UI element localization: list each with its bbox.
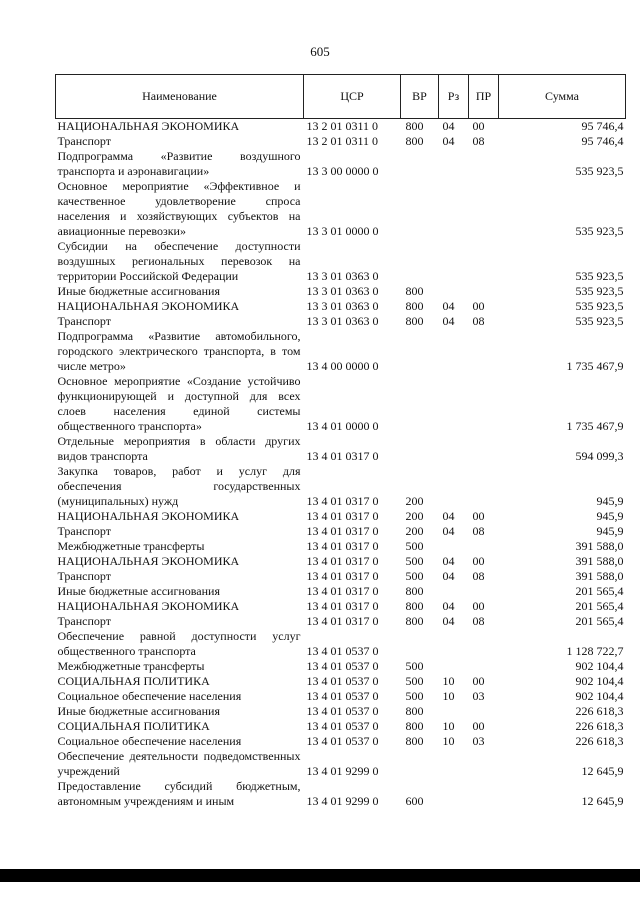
table-row	[56, 374, 626, 434]
table-row	[56, 119, 626, 135]
cell-pr: 00	[472, 299, 485, 313]
cell-name: Социальное обеспечение населения	[57, 689, 242, 703]
cell-vr: 800	[405, 599, 424, 613]
cell-pr	[469, 434, 499, 464]
table-row	[56, 569, 626, 584]
cell-vr: 600	[405, 794, 424, 808]
table-row	[56, 464, 626, 509]
cell-name: Обеспечение равной доступности услуг общественного транспорта	[57, 629, 301, 658]
header-vr: ВР	[401, 75, 439, 119]
header-rz: Рз	[439, 75, 469, 119]
cell-name: Предоставление субсидий бюджетным, автономным учреждениям и иным	[57, 779, 301, 808]
cell-name: Закупка товаров, работ и услуг для обеспечения государственных (муниципальных) нужд	[57, 464, 301, 508]
cell-sum: 226 618,3	[575, 719, 624, 733]
table-row	[56, 689, 626, 704]
cell-csr: 13 4 01 0537 0	[306, 674, 379, 688]
table-row	[56, 434, 626, 464]
cell-rz	[439, 329, 469, 374]
cell-csr: 13 2 01 0311 0	[306, 119, 379, 133]
cell-pr: 00	[472, 119, 485, 133]
cell-name: Основное мероприятие «Создание устойчиво функционирующей и доступной для всех слоев населения единой системы общественного транспорта»	[57, 374, 301, 433]
cell-rz: 10	[442, 674, 455, 688]
cell-rz	[439, 434, 469, 464]
cell-rz: 04	[442, 569, 455, 583]
cell-sum: 1 128 722,7	[566, 644, 624, 658]
cell-sum: 945,9	[596, 509, 624, 523]
cell-pr: 00	[472, 554, 485, 568]
cell-vr: 800	[405, 134, 424, 148]
cell-csr: 13 4 01 0317 0	[306, 539, 379, 553]
cell-vr: 500	[405, 554, 424, 568]
cell-rz	[439, 374, 469, 434]
cell-name: НАЦИОНАЛЬНАЯ ЭКОНОМИКА	[57, 119, 240, 133]
table-row	[56, 779, 626, 809]
cell-name: Иные бюджетные ассигнования	[57, 704, 220, 718]
table-row	[56, 284, 626, 299]
cell-vr: 800	[405, 584, 424, 598]
cell-sum: 535 923,5	[575, 224, 624, 238]
cell-pr	[469, 779, 499, 809]
cell-csr: 13 4 01 0317 0	[306, 614, 379, 628]
table-row	[56, 524, 626, 539]
cell-csr: 13 3 01 0000 0	[306, 224, 379, 238]
table-row	[56, 614, 626, 629]
page-number: 605	[310, 44, 330, 59]
cell-rz	[439, 149, 469, 179]
cell-csr: 13 3 01 0363 0	[306, 314, 379, 328]
cell-name: НАЦИОНАЛЬНАЯ ЭКОНОМИКА	[57, 554, 240, 568]
table-row	[56, 599, 626, 614]
cell-pr: 08	[472, 314, 485, 328]
cell-rz: 04	[442, 524, 455, 538]
cell-sum: 535 923,5	[575, 314, 624, 328]
cell-vr: 500	[405, 659, 424, 673]
table-row	[56, 509, 626, 524]
cell-rz	[439, 284, 469, 299]
cell-rz	[439, 659, 469, 674]
cell-sum: 902 104,4	[575, 689, 624, 703]
cell-csr: 13 4 01 0537 0	[306, 659, 379, 673]
cell-vr: 800	[405, 614, 424, 628]
cell-vr	[401, 374, 439, 434]
cell-vr: 800	[405, 734, 424, 748]
cell-rz: 10	[442, 734, 455, 748]
cell-name: Транспорт	[57, 134, 111, 148]
cell-vr	[401, 149, 439, 179]
cell-csr: 13 3 01 0363 0	[306, 269, 379, 283]
table-row	[56, 704, 626, 719]
cell-pr: 08	[472, 569, 485, 583]
cell-name: Иные бюджетные ассигнования	[57, 584, 220, 598]
cell-pr	[469, 584, 499, 599]
cell-pr	[469, 749, 499, 779]
cell-rz: 04	[442, 299, 455, 313]
cell-sum: 1 735 467,9	[566, 359, 624, 373]
cell-name: НАЦИОНАЛЬНАЯ ЭКОНОМИКА	[57, 299, 240, 313]
cell-pr: 03	[472, 689, 485, 703]
cell-vr	[401, 239, 439, 284]
header-name: Наименование	[56, 75, 304, 119]
table-row	[56, 659, 626, 674]
cell-name: Межбюджетные трансферты	[57, 539, 205, 553]
cell-name: Транспорт	[57, 314, 111, 328]
cell-rz: 04	[442, 599, 455, 613]
cell-vr: 200	[405, 524, 424, 538]
table-row	[56, 149, 626, 179]
cell-vr: 500	[405, 674, 424, 688]
cell-sum: 226 618,3	[575, 704, 624, 718]
cell-pr: 03	[472, 734, 485, 748]
cell-csr: 13 4 01 0537 0	[306, 734, 379, 748]
table-row	[56, 329, 626, 374]
cell-csr: 13 4 01 0317 0	[306, 599, 379, 613]
cell-vr: 200	[405, 494, 424, 508]
cell-pr	[469, 239, 499, 284]
cell-vr: 800	[405, 704, 424, 718]
header-csr: ЦСР	[304, 75, 401, 119]
cell-pr	[469, 464, 499, 509]
cell-csr: 13 4 01 9299 0	[306, 794, 379, 808]
cell-rz: 04	[442, 509, 455, 523]
table-row	[56, 674, 626, 689]
table-row	[56, 734, 626, 749]
cell-vr	[401, 749, 439, 779]
cell-name: Транспорт	[57, 614, 111, 628]
cell-name: Отдельные мероприятия в области других видов транспорта	[57, 434, 301, 463]
cell-csr: 13 4 01 0317 0	[306, 584, 379, 598]
cell-pr	[469, 539, 499, 554]
cell-csr: 13 3 01 0363 0	[306, 284, 379, 298]
cell-rz	[439, 584, 469, 599]
cell-csr: 13 4 01 9299 0	[306, 764, 379, 778]
cell-vr: 800	[405, 119, 424, 133]
cell-pr: 08	[472, 134, 485, 148]
cell-csr: 13 4 01 0317 0	[306, 554, 379, 568]
cell-name: Транспорт	[57, 524, 111, 538]
cell-name: СОЦИАЛЬНАЯ ПОЛИТИКА	[57, 674, 210, 688]
cell-pr: 08	[472, 614, 485, 628]
cell-sum: 535 923,5	[575, 299, 624, 313]
cell-sum: 201 565,4	[575, 614, 624, 628]
cell-name: Субсидии на обеспечение доступности воздушных региональных перевозок на территории Российской Федерации	[57, 239, 301, 283]
cell-vr	[401, 329, 439, 374]
cell-name: Основное мероприятие «Эффективное и качественное удовлетворение спроса населения и хозяйствующих субъектов на авиационные перевозки»	[57, 179, 301, 238]
cell-rz: 10	[442, 689, 455, 703]
cell-sum: 201 565,4	[575, 584, 624, 598]
cell-sum: 902 104,4	[575, 674, 624, 688]
cell-name: СОЦИАЛЬНАЯ ПОЛИТИКА	[57, 719, 210, 733]
cell-pr: 00	[472, 719, 485, 733]
cell-csr: 13 4 00 0000 0	[306, 359, 379, 373]
cell-rz	[439, 539, 469, 554]
table-header-row	[56, 75, 626, 119]
cell-csr: 13 2 01 0311 0	[306, 134, 379, 148]
cell-rz: 04	[442, 554, 455, 568]
cell-sum: 535 923,5	[575, 284, 624, 298]
cell-csr: 13 4 01 0317 0	[306, 494, 379, 508]
cell-pr	[469, 179, 499, 239]
cell-sum: 201 565,4	[575, 599, 624, 613]
cell-pr: 08	[472, 524, 485, 538]
cell-csr: 13 4 01 0537 0	[306, 704, 379, 718]
table-row	[56, 539, 626, 554]
cell-rz: 04	[442, 314, 455, 328]
cell-sum: 12 645,9	[581, 794, 624, 808]
cell-rz: 04	[442, 614, 455, 628]
cell-sum: 391 588,0	[575, 539, 624, 553]
cell-pr: 00	[472, 599, 485, 613]
cell-name: Транспорт	[57, 569, 111, 583]
table-row	[56, 314, 626, 329]
cell-pr	[469, 284, 499, 299]
cell-name: Подпрограмма «Развитие автомобильного, городского электрического транспорта, в том числе метро»	[57, 329, 301, 373]
cell-rz	[439, 464, 469, 509]
cell-rz: 04	[442, 119, 455, 133]
cell-vr: 800	[405, 314, 424, 328]
cell-vr	[401, 434, 439, 464]
table-row	[56, 554, 626, 569]
cell-pr	[469, 704, 499, 719]
cell-name: НАЦИОНАЛЬНАЯ ЭКОНОМИКА	[57, 509, 240, 523]
cell-vr: 200	[405, 509, 424, 523]
table-row	[56, 134, 626, 149]
cell-sum: 95 746,4	[581, 134, 624, 148]
cell-sum: 391 588,0	[575, 554, 624, 568]
cell-sum: 594 099,3	[575, 449, 624, 463]
cell-sum: 535 923,5	[575, 269, 624, 283]
cell-vr	[401, 629, 439, 659]
cell-pr: 00	[472, 509, 485, 523]
cell-sum: 391 588,0	[575, 569, 624, 583]
cell-csr: 13 4 01 0317 0	[306, 524, 379, 538]
cell-vr: 800	[405, 299, 424, 313]
cell-csr: 13 4 01 0317 0	[306, 509, 379, 523]
table-row	[56, 584, 626, 599]
cell-csr: 13 3 00 0000 0	[306, 164, 379, 178]
cell-sum: 95 746,4	[581, 119, 624, 133]
table-row	[56, 749, 626, 779]
cell-pr	[469, 374, 499, 434]
cell-sum: 945,9	[596, 494, 624, 508]
cell-pr	[469, 629, 499, 659]
cell-rz	[439, 629, 469, 659]
table-row	[56, 179, 626, 239]
cell-name: НАЦИОНАЛЬНАЯ ЭКОНОМИКА	[57, 599, 240, 613]
cell-sum: 945,9	[596, 524, 624, 538]
cell-sum: 1 735 467,9	[566, 419, 624, 433]
cell-vr: 500	[405, 569, 424, 583]
header-sum: Сумма	[499, 75, 626, 119]
cell-vr	[401, 179, 439, 239]
table-row	[56, 239, 626, 284]
cell-csr: 13 4 01 0317 0	[306, 569, 379, 583]
cell-vr: 800	[405, 284, 424, 298]
cell-name: Подпрограмма «Развитие воздушного транспорта и аэронавигации»	[57, 149, 301, 178]
cell-vr: 500	[405, 689, 424, 703]
cell-name: Иные бюджетные ассигнования	[57, 284, 220, 298]
table-body	[56, 119, 626, 810]
cell-rz	[439, 779, 469, 809]
budget-table	[55, 74, 626, 809]
cell-pr	[469, 149, 499, 179]
cell-pr	[469, 659, 499, 674]
cell-sum: 12 645,9	[581, 764, 624, 778]
cell-rz: 04	[442, 134, 455, 148]
cell-csr: 13 4 01 0537 0	[306, 689, 379, 703]
cell-sum: 535 923,5	[575, 164, 624, 178]
cell-name: Обеспечение деятельности подведомственных учреждений	[57, 749, 301, 778]
table-row	[56, 719, 626, 734]
header-pr: ПР	[469, 75, 499, 119]
cell-csr: 13 4 01 0317 0	[306, 449, 379, 463]
cell-name: Социальное обеспечение населения	[57, 734, 242, 748]
cell-csr: 13 4 01 0000 0	[306, 419, 379, 433]
cell-pr: 00	[472, 674, 485, 688]
cell-vr: 800	[405, 719, 424, 733]
cell-rz	[439, 749, 469, 779]
cell-rz	[439, 179, 469, 239]
cell-rz	[439, 704, 469, 719]
cell-sum: 226 618,3	[575, 734, 624, 748]
scan-edge-bar	[0, 869, 640, 882]
cell-csr: 13 4 01 0537 0	[306, 719, 379, 733]
cell-vr: 500	[405, 539, 424, 553]
cell-pr	[469, 329, 499, 374]
table-row	[56, 629, 626, 659]
cell-name: Межбюджетные трансферты	[57, 659, 205, 673]
cell-sum: 902 104,4	[575, 659, 624, 673]
cell-rz	[439, 239, 469, 284]
table-row	[56, 299, 626, 314]
cell-rz: 10	[442, 719, 455, 733]
cell-csr: 13 3 01 0363 0	[306, 299, 379, 313]
cell-csr: 13 4 01 0537 0	[306, 644, 379, 658]
